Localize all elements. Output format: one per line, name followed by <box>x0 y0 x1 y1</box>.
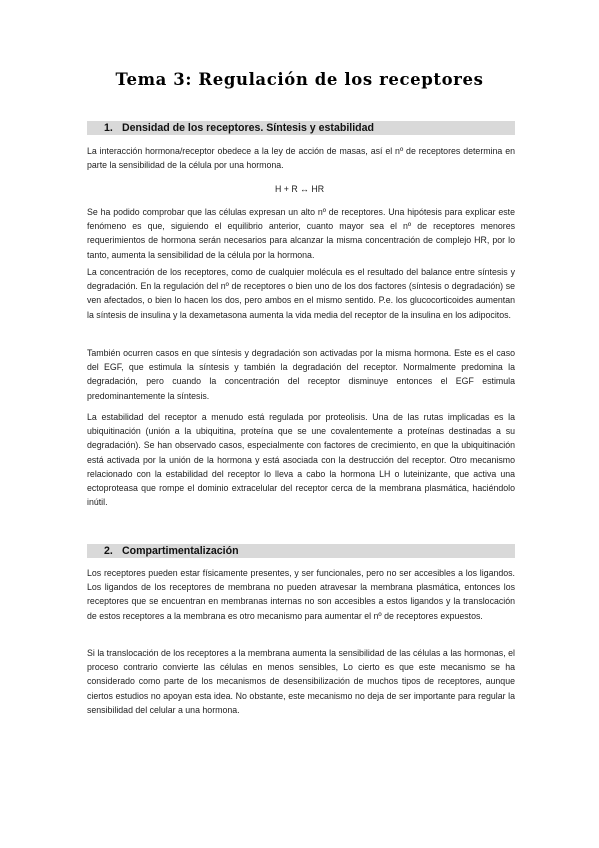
equilibrium-formula: H + R ↔ HR <box>274 184 325 194</box>
section-number-2: 2. <box>104 545 113 557</box>
paragraph-2-2: Si la translocación de los receptores a la membrana aumenta la sensibilidad de las células a las hormonas, el proceso contrario convierte las células en menos sensibles, Lo cierto es que este mecanismo se ha considerado como parte de los mecanismos de desensibilización de muchos tipos de receptores, aunque ciertos estudios no apoyan esta idea. No obstante, este mecanismo no deja de ser importante para regular la sensibilidad del celular a una hormona. <box>87 648 515 715</box>
paragraph-1-5: La estabilidad del receptor a menudo está regulada por proteolisis. Una de las rutas implicadas es la ubiquitinación (unión a la ubiquitina, proteína que se une covalentemente a proteínas destinadas a su degradación). Se han observado casos, especialmente con factores de crecimiento, en que la ubiquitinación está activada por la unión de la hormona y está asociada con la destrucción del receptor. Otro mecanismo relacionado con la estabilidad del receptor lo lleva a cabo la hormona LH o luteinizante, que activa una ectoproteasa que rompe el dominio extracelular del receptor cerca de la membrana plasmática, haciéndolo inútil. <box>87 412 515 508</box>
paragraph-1-1: La interacción hormona/receptor obedece a la ley de acción de masas, así el nº de receptores determina en parte la sensibilidad de la célula por una hormona. <box>87 146 515 171</box>
section-heading-1 <box>87 121 515 135</box>
paragraph-1-3: La concentración de los receptores, como de cualquier molécula es el resultado del balance entre síntesis y degradación. En la regulación del nº de receptores o bien uno de los dos factores (síntesis o degradación) se ven afectados, o bien lo hacen los dos, pero ambos en el mismo sentido. P.e. los glucocorticoides aumentan la síntesis de insulina y la dexametasona aumenta la vida media del receptor de la insulina en los adipocitos. <box>87 267 515 320</box>
document-title: Tema 3: Regulación de los receptores <box>115 70 484 89</box>
section-title-1: Densidad de los receptores. Síntesis y estabilidad <box>122 122 374 134</box>
paragraph-1-2: Se ha podido comprobar que las células expresan un alto nº de receptores. Una hipótesis para explicar este fenómeno es que, siguiendo el equilibrio anterior, cuanto mayor sea el nº de receptores menores requerimientos de hormona serán necesarios para alcanzar la misma concentración de complejo HR, por lo tanto, aumenta la sensibilidad de la célula por la hormona. <box>87 207 515 260</box>
section-title-2: Compartimentalización <box>122 545 239 557</box>
paragraph-1-4: También ocurren casos en que síntesis y degradación son activadas por la misma hormona. Este es el caso del EGF, que estimula la síntesis y también la degradación del receptor. Normalmente predomina la degradación, pero cuando la concentración del receptor disminuye entonces el EGF estimula predominantemente la síntesis. <box>87 348 515 401</box>
section-heading-2 <box>87 544 515 558</box>
paragraph-2-1: Los receptores pueden estar físicamente presentes, y ser funcionales, pero no ser accesibles a los ligandos. Los ligandos de los receptores de membrana no pueden atravesar la membrana plasmática, entonces los receptores que se encuentran en membranas internas no son accesibles a estos ligandos y la translocación de estos receptores a la membrana es otro mecanismo para aumentar el nº de receptores expuestos. <box>87 568 515 621</box>
section-number-1: 1. <box>104 122 113 134</box>
